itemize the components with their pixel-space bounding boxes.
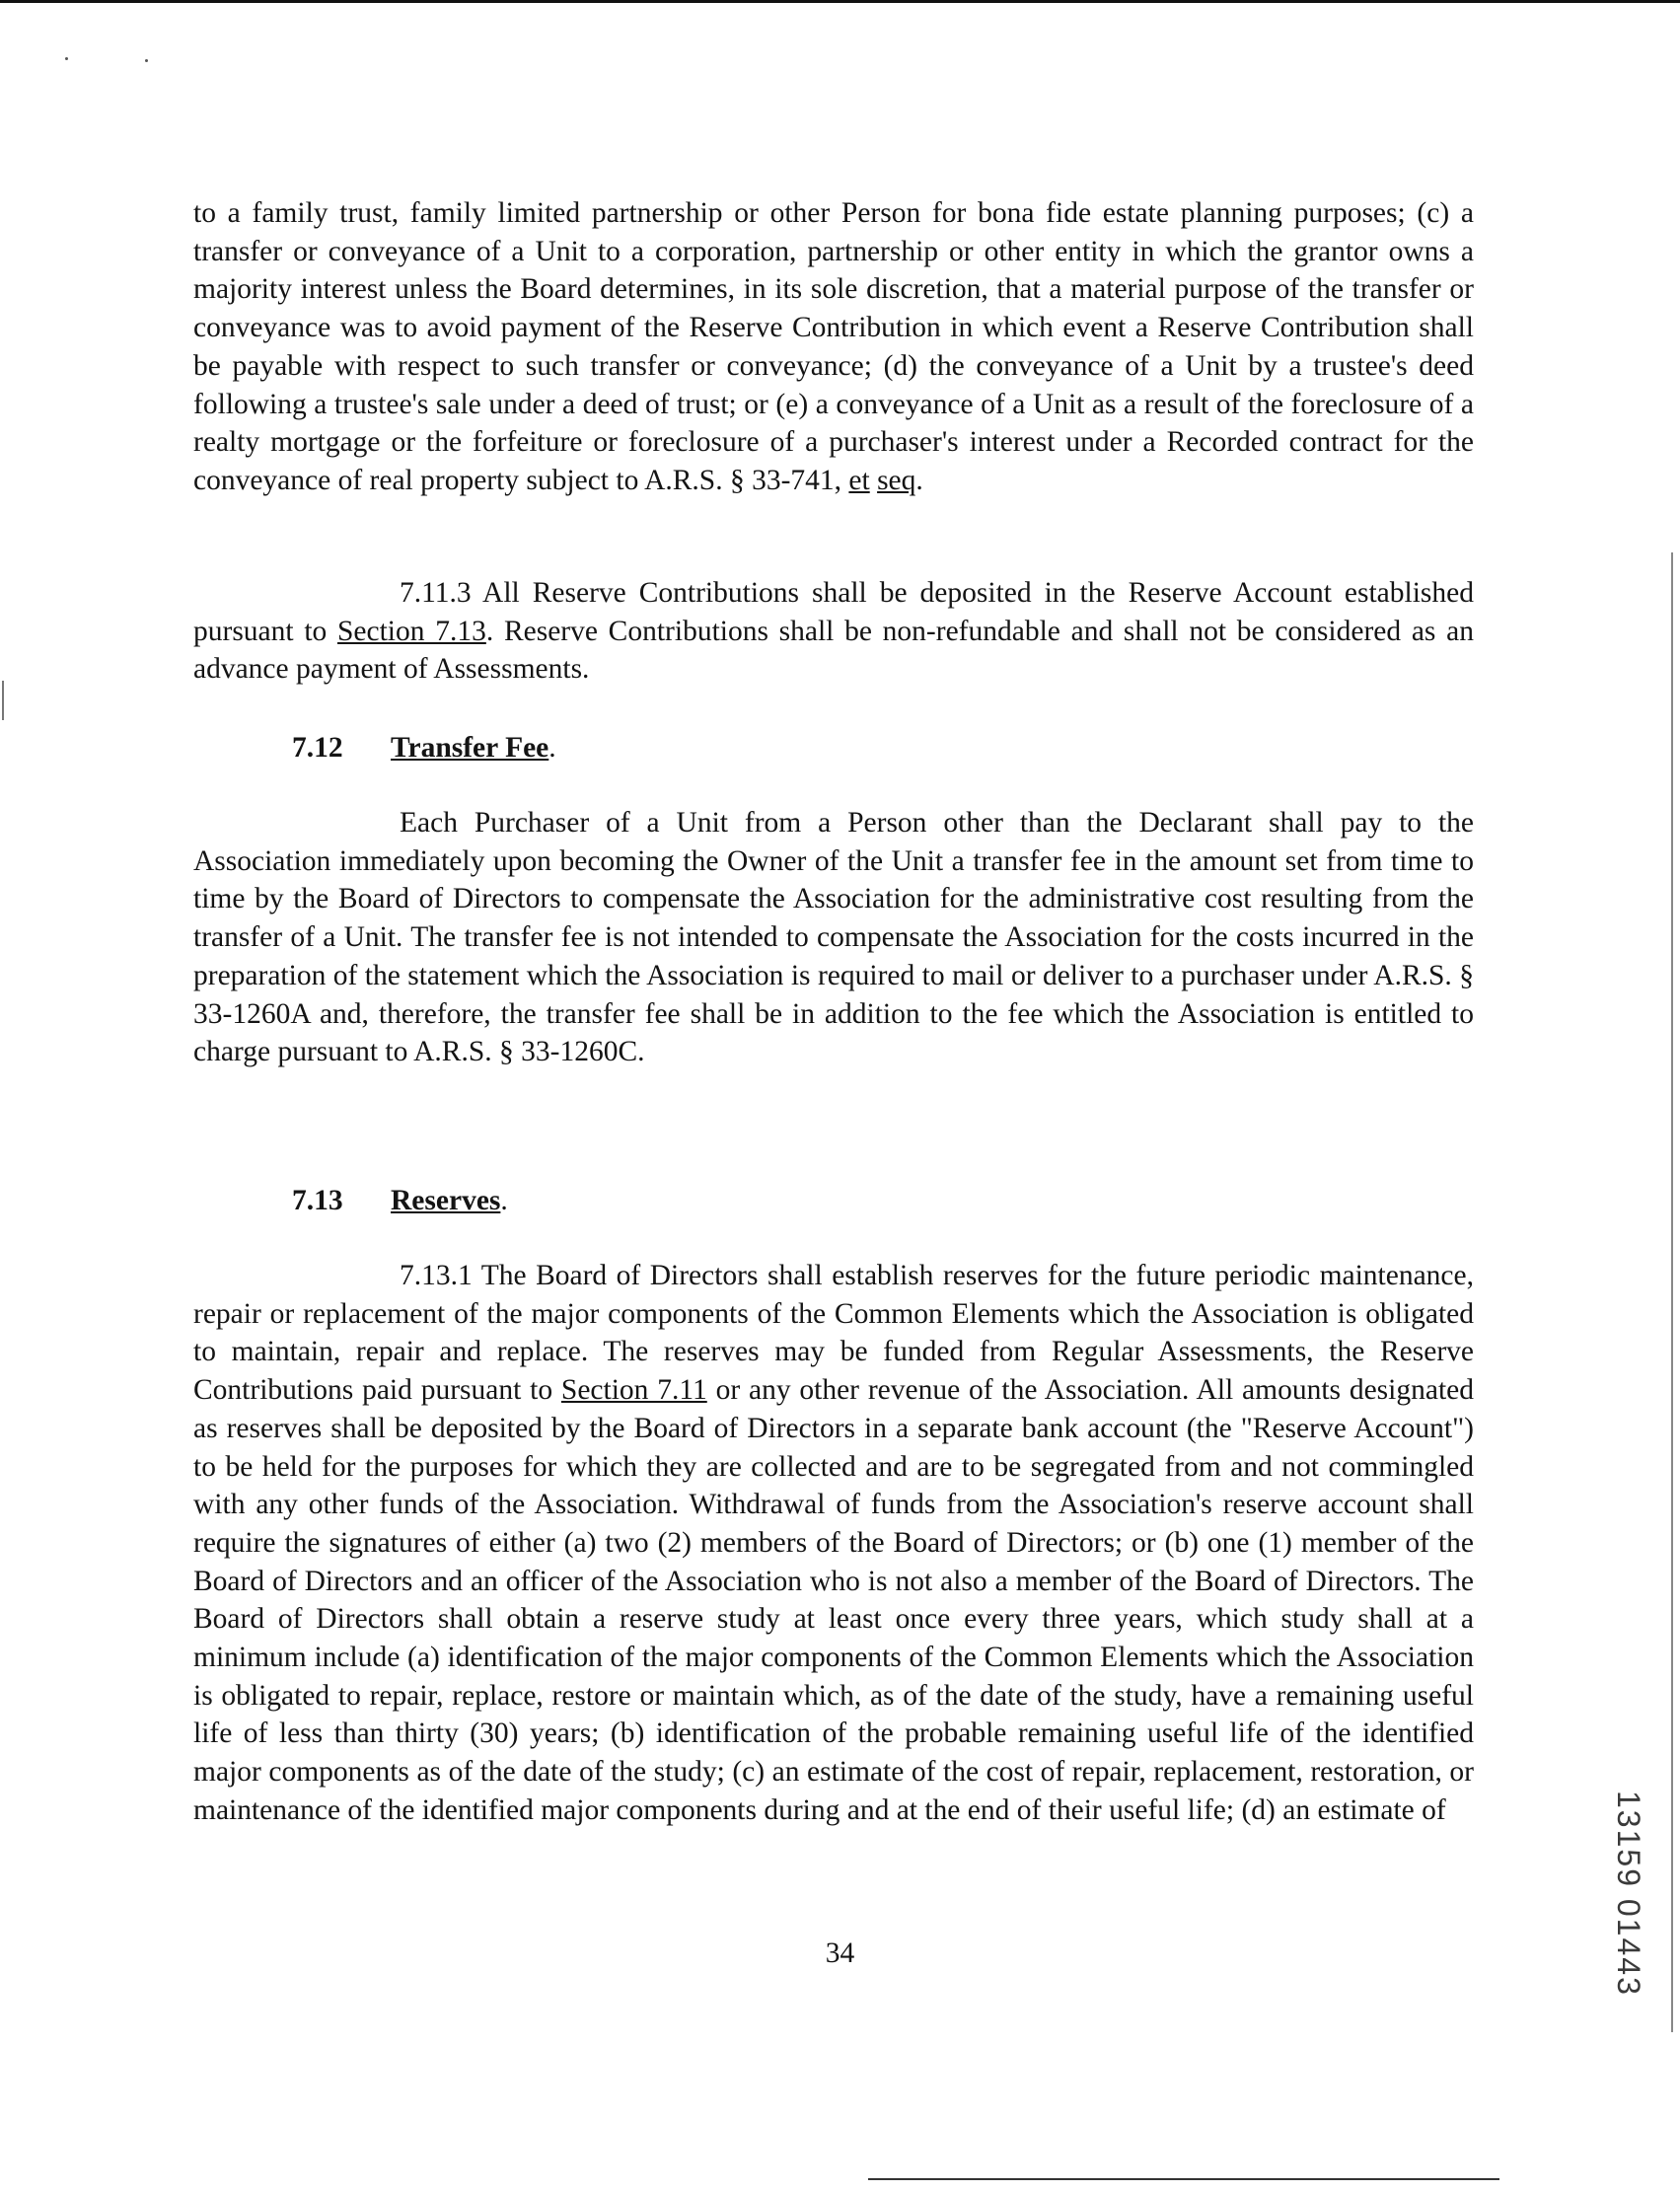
section-7-12-text: Each Purchaser of a Unit from a Person other than the Declarant shall pay to the Association immediately upon becoming the Owner of the Unit a transfer fee in the amount set from time to time by the Board of Directors to compensate the Association for the administrative cost resulting from the transfer of a Unit. The transfer fee is not intended to compensate the Association for the costs incurred in the preparation of the statement which the Association is required to mail or deliver to a purchaser under A.R.S. § 33-1260A and, therefore, the transfer fee shall be in addition to the fee which the Association is entitled to charge pursuant to A.R.S. § 33-1260C. <box>193 807 1474 1068</box>
section-7-13-1-text-end: or any other revenue of the Association. All amounts designated as reserves shall be deposited by the Board of Directors in a separate bank account (the "Reserve Account") to be held for the purposes for which they are collected and are to be segregated from and not commingled with any other funds of the Association. Withdrawal of funds from the Association's reserve account shall require the signatures of either (a) two (2) members of the Board of Directors; or (b) one (1) member of the Board of Directors and an officer of the Association who is not also a member of the Board of Directors. The Board of Directors shall obtain a reserve study at least once every three years, which study shall at a minimum include (a) identification of the major components of the Common Elements which the Association is obligated to repair, replace, restore or maintain which, as of the date of the study, have a remaining useful life of less than thirty (30) years; (b) identification of the probable remaining useful life of the identified major components as of the date of the study; (c) an estimate of the cost of repair, replacement, restoration, or maintenance of the identified major components during and at the end of their useful life; (d) an estimate of <box>193 1374 1474 1826</box>
recording-stamp: 13159 01443 <box>1611 1790 1646 1997</box>
et-seq-period: . <box>915 464 923 496</box>
para-7-11-3-text-end: . Reserve Contributions shall be non-refundable and shall not be considered as an advance payment of Assessments. <box>193 615 1474 686</box>
section-title: Reserves <box>391 1185 501 1216</box>
section-7-13-1-body <box>193 1257 1474 1830</box>
section-number: 7.12 <box>292 732 343 764</box>
left-scan-mark <box>2 681 4 720</box>
continuation-paragraph <box>193 194 1474 500</box>
section-7-13-1-text: 7.13.1 The Board of Directors shall establish reserves for the future periodic maintenance, repair or replacement of the major components of the Common Elements which the Association is obligated to maintain, repair and replace. The reserves may be funded from Regular Assessments, the Reserve Contributions paid pursuant to <box>193 1260 1474 1407</box>
para-7-11-3-text: 7.11.3 All Reserve Contributions shall be deposited in the Reserve Account established pursuant to <box>193 577 1474 647</box>
section-7-13-reference: Section 7.13 <box>337 615 486 647</box>
seq-text: seq <box>877 464 916 496</box>
top-border-line <box>0 0 1680 3</box>
section-7-11-reference: Section 7.11 <box>560 1374 707 1407</box>
section-number: 7.13 <box>292 1185 343 1216</box>
section-7-13-heading <box>292 1182 508 1219</box>
section-title-period: . <box>548 732 556 764</box>
section-7-12-body <box>193 804 1474 1071</box>
section-title: Transfer Fee <box>391 732 549 764</box>
section-7-12-heading <box>292 729 556 767</box>
page-number: 34 <box>825 1937 855 1969</box>
section-title-period: . <box>500 1185 508 1216</box>
scan-speck <box>65 57 68 60</box>
paragraph-7-11-3 <box>193 574 1474 689</box>
right-edge-line <box>1671 552 1673 2032</box>
et-text: et <box>848 464 870 496</box>
continuation-text: to a family trust, family limited partnership or other Person for bona fide estate planning purposes; (c) a transfer or conveyance of a Unit to a corporation, partnership or other entity in which the grantor owns a majority interest unless the Board determines, in its sole discretion, that a material purpose of the transfer or conveyance was to avoid payment of the Reserve Contribution in which event a Reserve Contribution shall be payable with respect to such transfer or conveyance; (d) the conveyance of a Unit by a trustee's deed following a trustee's sale under a deed of trust; or (e) a conveyance of a Unit as a result of the foreclosure of a realty mortgage or the forfeiture or foreclosure of a purchaser's interest under a Recorded contract for the conveyance of real property subject to A.R.S. § 33-741, <box>193 197 1474 496</box>
scan-speck <box>145 59 148 62</box>
bottom-border-line <box>868 2178 1499 2180</box>
